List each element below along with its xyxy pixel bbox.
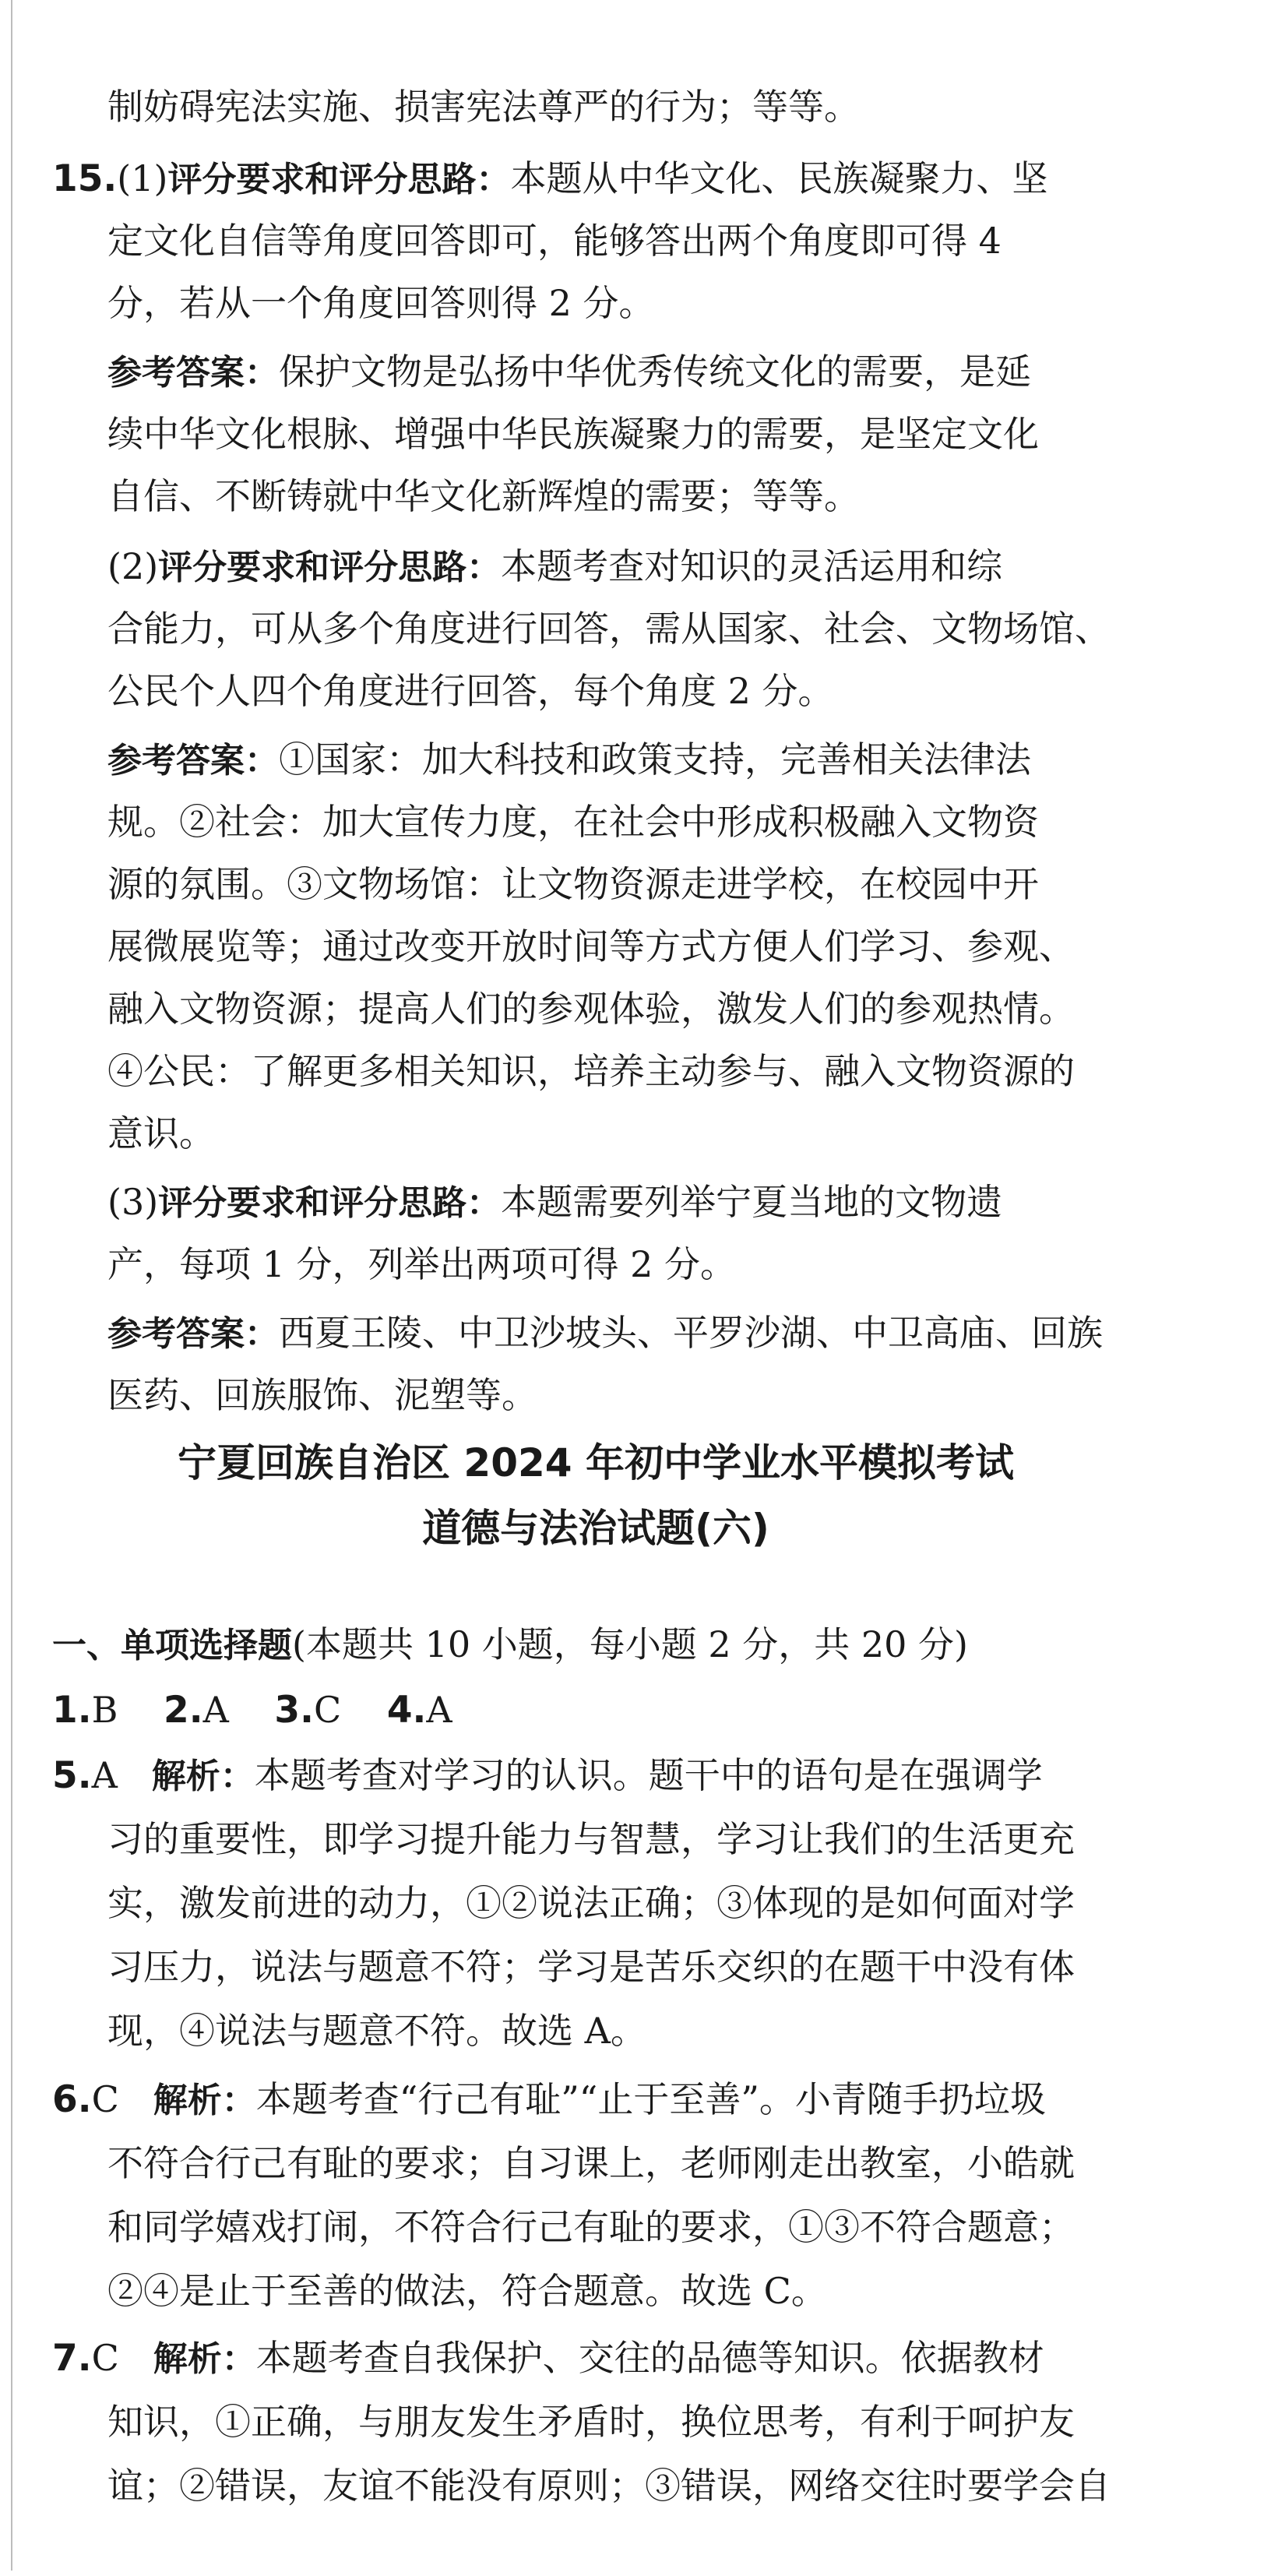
q15-part2-line1 — [107, 537, 1002, 595]
analysis-tag: 解析： — [153, 2081, 256, 2120]
text-line: 谊；②错误，友谊不能没有原则；③错误，网络交往时要学会自 — [107, 2465, 1111, 2507]
answer-heading: 参考答案： — [107, 1314, 279, 1354]
analysis-tag: 解析： — [153, 2339, 256, 2379]
part-tag: (3) — [107, 1181, 159, 1223]
answer-letter: C — [313, 1689, 342, 1731]
text-run: 本题考查对学习的认识。题干中的语句是在强调学 — [254, 1754, 1043, 1796]
part-tag: (2) — [107, 545, 159, 587]
text-run: 西夏王陵、中卫沙坡头、平罗沙湖、中卫高庙、回族 — [279, 1312, 1103, 1354]
scoring-heading: 评分要求和评分思路： — [158, 1183, 502, 1223]
exam-title: 宁夏回族自治区 2024 年初中学业水平模拟考试 — [178, 1440, 1014, 1485]
answer-letter: C — [91, 2078, 119, 2120]
scoring-heading: 评分要求和评分思路： — [167, 160, 511, 199]
text-line: 源的氛围。③文物场馆：让文物资源走进学校，在校园中开 — [107, 863, 1039, 905]
text-line: 融入文物资源；提高人们的参观体验，激发人们的参观热情。 — [107, 988, 1075, 1030]
left-margin-rule — [11, 0, 12, 2571]
text-line: 和同学嬉戏打闹，不符合行己有耻的要求，①③不符合题意； — [107, 2206, 1075, 2248]
text-run: 本题从中华文化、民族凝聚力、坚 — [510, 157, 1048, 199]
text-line: 规。②社会：加大宣传力度，在社会中形成积极融入文物资 — [107, 801, 1039, 843]
text-line: 意识。 — [107, 1112, 215, 1154]
question-number: 7. — [52, 2337, 92, 2380]
text-line: 产，每项 1 分，列举出两项可得 2 分。 — [107, 1243, 737, 1285]
q15-answer3-line1 — [107, 1304, 1103, 1362]
answer-letter: C — [91, 2337, 119, 2379]
text-line: ④公民：了解更多相关知识，培养主动参与、融入文物资源的 — [107, 1050, 1075, 1092]
text-line: 习压力，说法与题意不符；学习是苦乐交织的在题干中没有体 — [107, 1946, 1075, 1988]
text-line: 知识，①正确，与朋友发生矛盾时，换位思考，有利于呵护友 — [107, 2401, 1075, 2443]
answer-heading: 参考答案： — [107, 741, 279, 781]
text-line: 医药、回族服饰、泥塑等。 — [107, 1374, 537, 1416]
text-line: 合能力，可从多个角度进行回答，需从国家、社会、文物场馆、 — [107, 608, 1111, 650]
exam-subtitle: 道德与法治试题(六) — [422, 1506, 769, 1551]
text-run: ①国家：加大科技和政策支持，完善相关法律法 — [279, 738, 1031, 781]
text-line: 定文化自信等角度回答即可，能够答出两个角度即可得 4 — [107, 220, 1002, 262]
q5-line1 — [52, 1746, 1043, 1804]
text-line: 习的重要性，即学习提升能力与智慧，学习让我们的生活更充 — [107, 1818, 1075, 1860]
answer-number: 3. — [274, 1689, 314, 1732]
text-line: 分，若从一个角度回答则得 2 分。 — [107, 282, 655, 324]
section-title: 一、单项选择题 — [52, 1626, 292, 1665]
text-run: 本题考查“行己有耻”“止于至善”。小青随手扔垃圾 — [255, 2078, 1046, 2120]
answer-letter: A — [202, 1689, 229, 1731]
text-line: ②④是止于至善的做法，符合题意。故选 C。 — [107, 2270, 827, 2312]
answer-letter: B — [91, 1689, 118, 1731]
answer-number: 4. — [386, 1689, 427, 1732]
part-tag: (1) — [117, 157, 168, 199]
text-run: 保护文物是弘扬中华优秀传统文化的需要，是延 — [279, 351, 1031, 393]
text-line: 现，④说法与题意不符。故选 A。 — [107, 2010, 646, 2052]
analysis-tag: 解析： — [151, 1757, 255, 1796]
q15-part1-line1 — [52, 150, 1047, 207]
scoring-heading: 评分要求和评分思路： — [158, 548, 502, 587]
text-line: 公民个人四个角度进行回答，每个角度 2 分。 — [107, 670, 834, 712]
text-line: 续中华文化根脉、增强中华民族凝聚力的需要，是坚定文化 — [107, 413, 1039, 455]
answer-number: 1. — [52, 1689, 92, 1732]
section-note: (本题共 10 小题，每小题 2 分，共 20 分) — [292, 1623, 968, 1665]
text-line: 不符合行己有耻的要求；自习课上，老师刚走出教室，小皓就 — [107, 2142, 1075, 2184]
question-number: 5. — [52, 1754, 92, 1797]
text-line: 自信、不断铸就中华文化新辉煌的需要；等等。 — [107, 475, 860, 517]
q15-answer1-line1 — [107, 343, 1031, 400]
question-number: 15. — [52, 157, 118, 200]
q6-line1 — [52, 2070, 1046, 2128]
question-number: 6. — [52, 2078, 92, 2121]
answers-row — [52, 1681, 452, 1739]
text-line: 实，激发前进的动力，①②说法正确；③体现的是如何面对学 — [107, 1882, 1075, 1924]
q15-part3-line1 — [107, 1173, 1002, 1231]
q7-line1 — [52, 2329, 1044, 2387]
text-line: 制妨碍宪法实施、损害宪法尊严的行为；等等。 — [107, 86, 860, 128]
answer-number: 2. — [164, 1689, 203, 1732]
text-run: 本题考查对知识的灵活运用和综 — [501, 545, 1003, 587]
q15-answer2-line1 — [107, 731, 1031, 788]
answer-letter: A — [91, 1754, 118, 1796]
text-run: 本题考查自我保护、交往的品德等知识。依据教材 — [255, 2337, 1044, 2379]
answer-heading: 参考答案： — [107, 353, 279, 393]
section-heading — [52, 1616, 968, 1673]
answer-letter: A — [426, 1689, 452, 1731]
text-run: 本题需要列举宁夏当地的文物遗 — [501, 1181, 1003, 1223]
text-line: 展微展览等；通过改变开放时间等方式方便人们学习、参观、 — [107, 925, 1075, 967]
